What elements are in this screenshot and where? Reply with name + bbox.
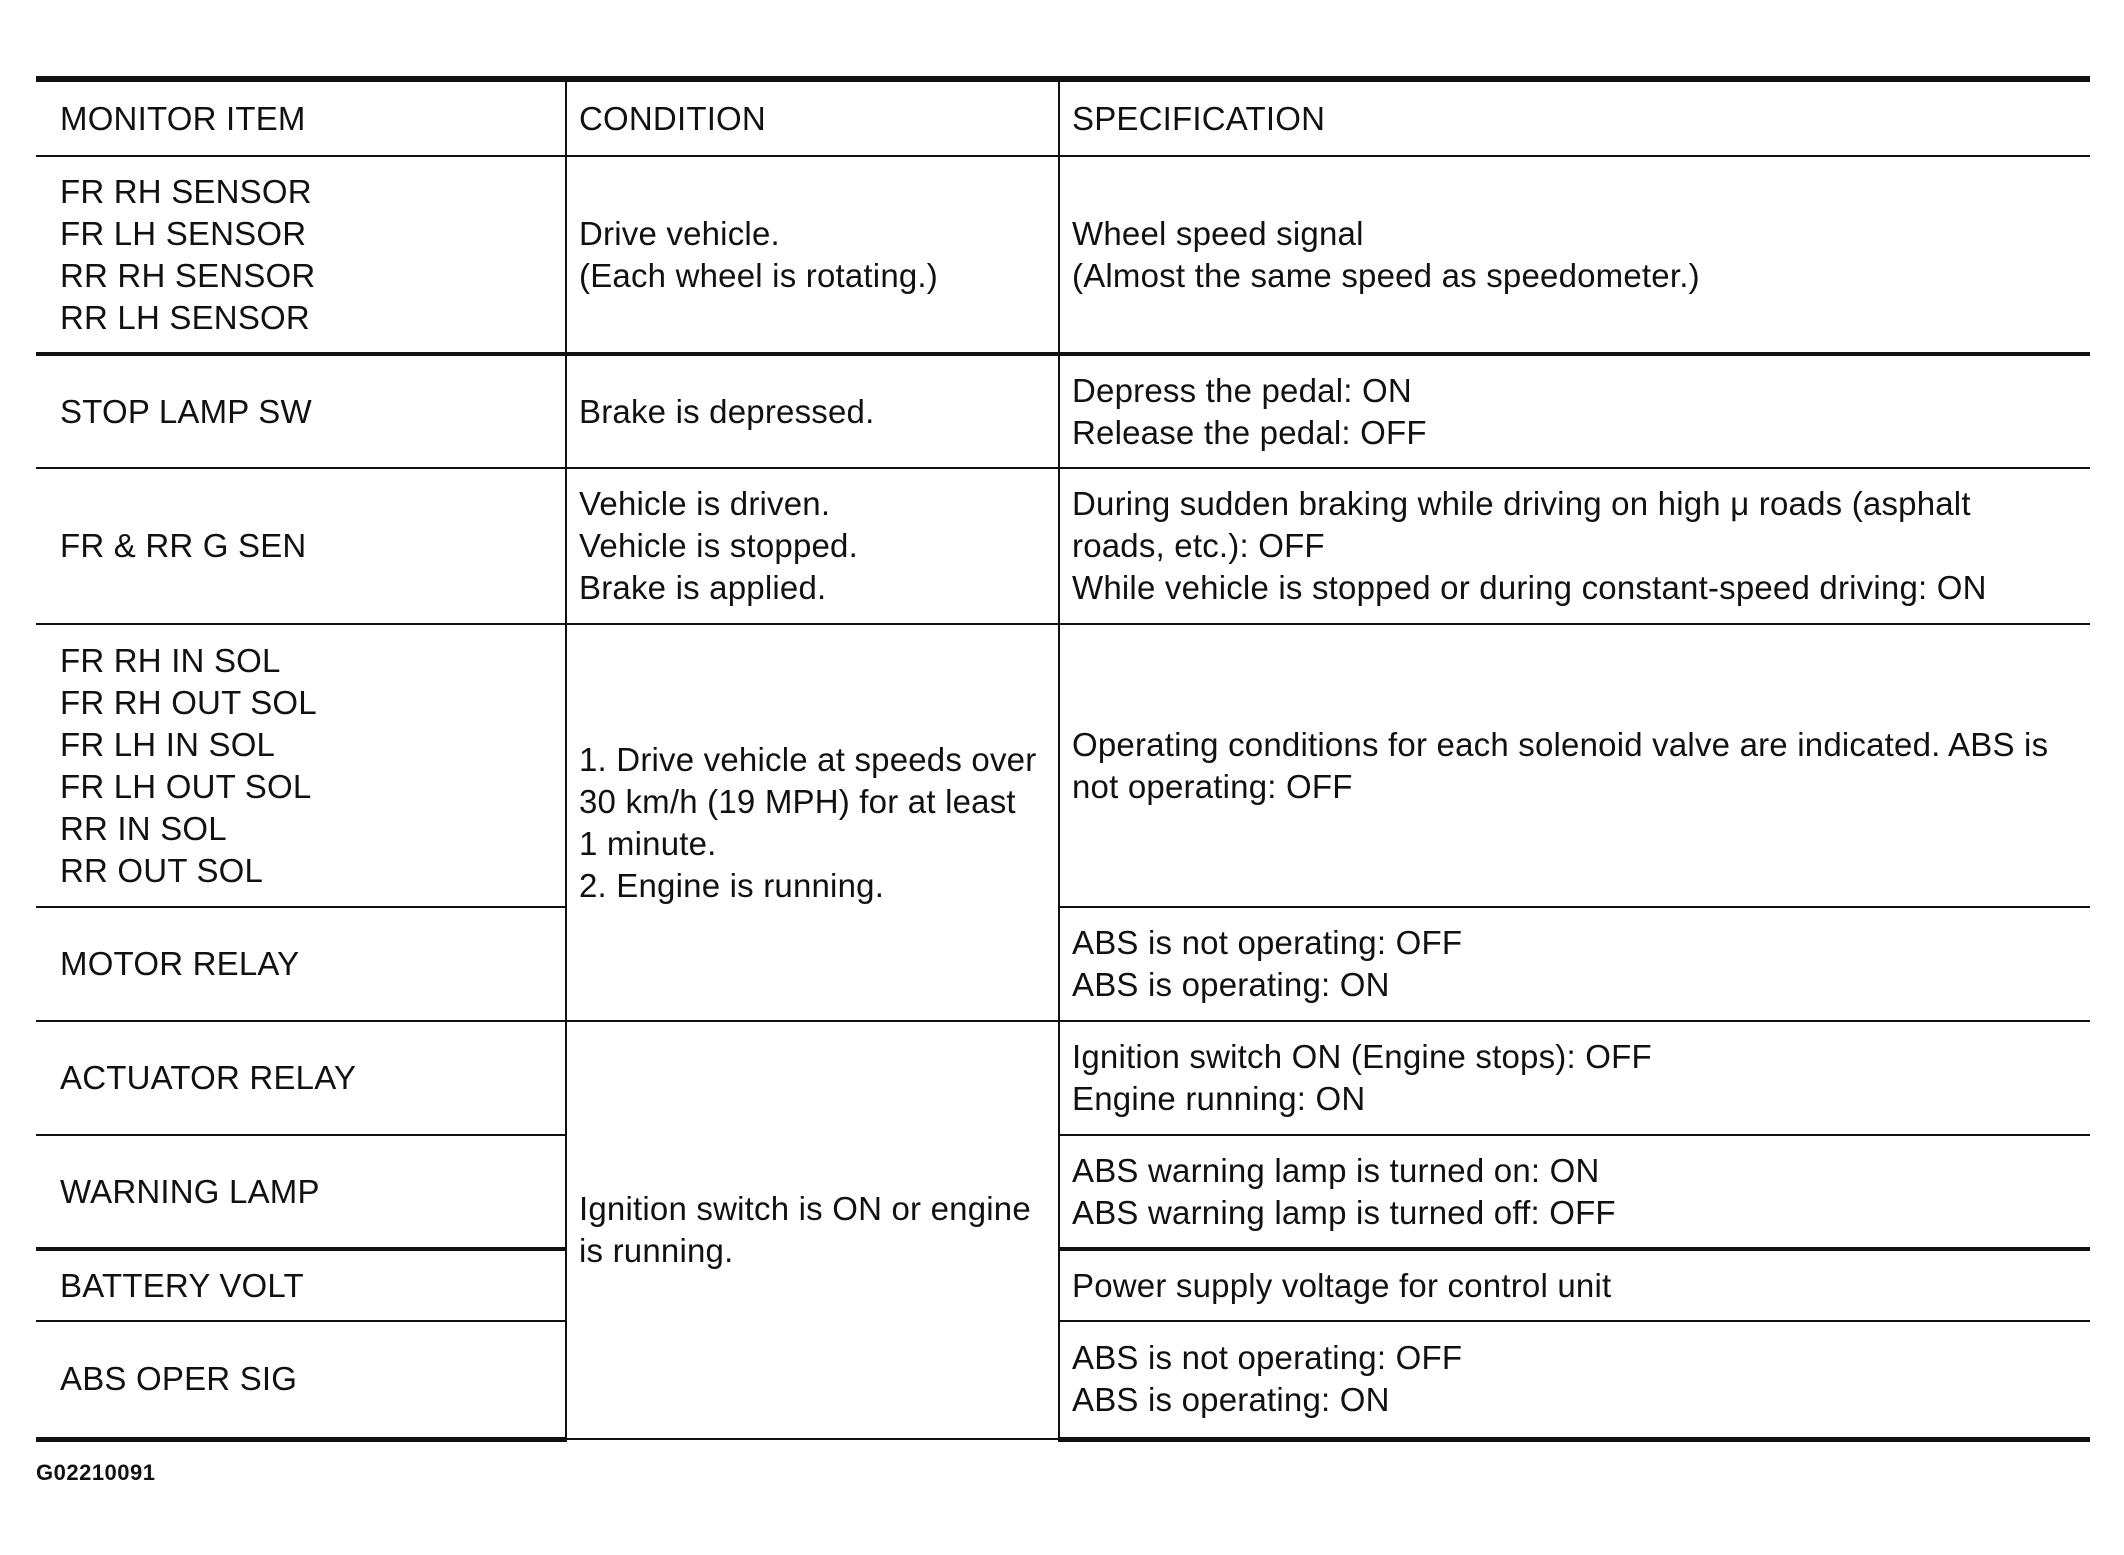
header-monitor-item: MONITOR ITEM — [36, 79, 566, 156]
specification-cell — [1059, 156, 2090, 354]
monitor-item-text: RR LH SENSOR — [60, 298, 310, 336]
figure-code: G02210091 — [36, 1460, 156, 1485]
header-specification: SPECIFICATION — [1059, 79, 2090, 156]
monitor-item-text: RR RH SENSOR — [60, 256, 316, 294]
monitor-item-cell — [36, 1249, 566, 1321]
specification-text: Ignition switch ON (Engine stops): OFF — [1072, 1038, 1652, 1075]
condition-text: Vehicle is driven. — [579, 485, 831, 522]
condition-text: Brake is applied. — [579, 569, 827, 606]
table-row — [36, 468, 2090, 624]
specification-text: ABS is not operating: OFF — [1072, 1339, 1463, 1377]
monitor-item-text: FR & RR G SEN — [60, 527, 307, 564]
monitor-item-text: BATTERY VOLT — [60, 1266, 304, 1304]
condition-cell — [566, 156, 1059, 354]
condition-cell — [566, 354, 1059, 468]
specification-text: Depress the pedal: ON — [1072, 371, 1412, 409]
monitor-item-text: RR IN SOL — [60, 809, 227, 847]
specification-cell — [1059, 1249, 2090, 1321]
specification-text: ABS warning lamp is turned off: OFF — [1072, 1193, 1616, 1231]
table-row — [36, 1249, 2090, 1321]
table-header-row — [36, 79, 2090, 156]
specification-text: ABS warning lamp is turned on: ON — [1072, 1151, 1600, 1189]
condition-text: Vehicle is stopped. — [579, 527, 858, 564]
monitor-item-text: FR RH SENSOR — [60, 172, 312, 210]
monitor-item-text: FR RH IN SOL — [60, 641, 281, 679]
monitor-item-cell — [36, 624, 566, 907]
monitor-item-text: RR OUT SOL — [60, 851, 264, 889]
table-row — [36, 1321, 2090, 1439]
specification-text: Power supply voltage for control unit — [1072, 1266, 1612, 1304]
specification-cell — [1059, 907, 2090, 1021]
monitor-item-text: FR LH IN SOL — [60, 725, 276, 763]
monitor-item-cell — [36, 907, 566, 1021]
condition-text: Brake is depressed. — [579, 392, 875, 430]
specification-text: Operating conditions for each solenoid valve are indicated. ABS is not operating: OFF — [1072, 725, 2049, 805]
table-row — [36, 354, 2090, 468]
table-row — [36, 907, 2090, 1021]
condition-text: (Each wheel is rotating.) — [579, 256, 938, 294]
specification-text: Release the pedal: OFF — [1072, 413, 1427, 451]
condition-text: Ignition switch is ON or engine is running. — [579, 1190, 1031, 1269]
monitor-item-cell — [36, 156, 566, 354]
specification-cell — [1059, 1135, 2090, 1249]
specification-text: ABS is operating: ON — [1072, 1381, 1390, 1419]
condition-cell — [566, 468, 1059, 624]
monitor-item-cell — [36, 1135, 566, 1249]
monitor-item-text: ACTUATOR RELAY — [60, 1059, 357, 1096]
condition-cell — [566, 1021, 1059, 1439]
specification-cell — [1059, 624, 2090, 907]
monitor-item-text: FR RH OUT SOL — [60, 683, 317, 721]
condition-text: 1. Drive vehicle at speeds over 30 km/h (19 MPH) for at least 1 minute. — [579, 740, 1037, 862]
table-row — [36, 624, 2090, 907]
specification-text: Engine running: ON — [1072, 1080, 1366, 1117]
specification-cell — [1059, 1321, 2090, 1439]
monitor-item-text: WARNING LAMP — [60, 1172, 320, 1210]
table-row — [36, 156, 2090, 354]
specification-text: ABS is not operating: OFF — [1072, 924, 1463, 961]
specification-cell — [1059, 1021, 2090, 1135]
specification-cell — [1059, 354, 2090, 468]
monitor-item-cell — [36, 468, 566, 624]
condition-text: 2. Engine is running. — [579, 866, 885, 904]
specification-text: While vehicle is stopped or during constant-speed driving: ON — [1072, 569, 1987, 606]
monitor-item-text: ABS OPER SIG — [60, 1360, 298, 1398]
specification-text: During sudden braking while driving on high μ roads (asphalt roads, etc.): OFF — [1072, 485, 1971, 564]
header-condition: CONDITION — [566, 79, 1059, 156]
monitor-item-text: MOTOR RELAY — [60, 945, 300, 982]
table-row — [36, 1021, 2090, 1135]
monitor-item-text: FR LH OUT SOL — [60, 767, 312, 805]
monitor-item-cell — [36, 1321, 566, 1439]
monitor-item-cell — [36, 1021, 566, 1135]
specification-text: ABS is operating: ON — [1072, 966, 1390, 1003]
condition-text: Drive vehicle. — [579, 214, 780, 252]
table-row — [36, 1135, 2090, 1249]
monitor-item-cell — [36, 354, 566, 468]
monitor-item-text: FR LH SENSOR — [60, 214, 307, 252]
specification-text: (Almost the same speed as speedometer.) — [1072, 256, 1700, 294]
specification-text: Wheel speed signal — [1072, 214, 1364, 252]
condition-cell — [566, 624, 1059, 1021]
monitor-item-text: STOP LAMP SW — [60, 392, 312, 430]
specification-cell — [1059, 468, 2090, 624]
monitor-item-table — [36, 76, 2090, 1442]
